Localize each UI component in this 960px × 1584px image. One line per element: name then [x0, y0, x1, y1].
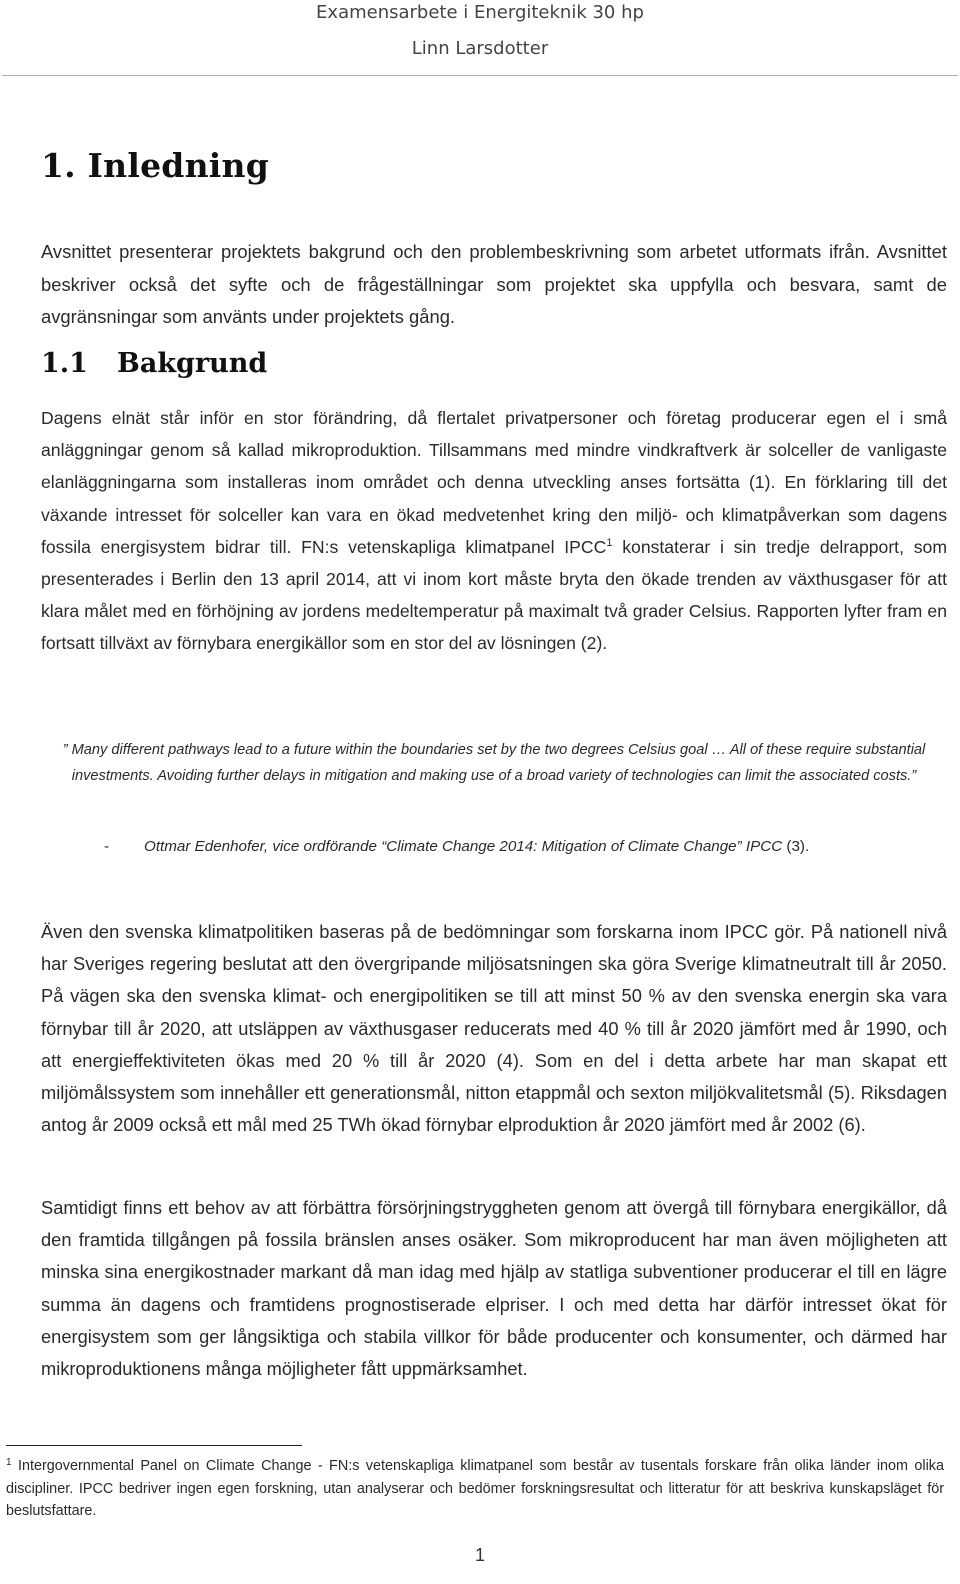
section-heading	[41, 348, 267, 379]
footnote-marker: 1	[6, 1457, 12, 1468]
section-number: 1.1	[41, 348, 88, 379]
header-rule	[2, 75, 958, 76]
quote-attribution	[104, 838, 809, 855]
background-paragraph-2: Även den svenska klimatpolitiken baseras på de bedömningar som forskarna inom IPCC gör. På nationell nivå har Sveriges regering beslutat att den övergripande miljösatsningen ska göra Sverige klimatneutralt till år 2050. På vägen ska den svenska klimat- och energipolitiken se till att minst 50 % av den svenska energin ska vara förnybar till år 2020, att utsläppen av växthusgaser reducerats med 40 % till år 2020 jämfört med år 1990, och att energieffektiviteten ökas med 20 % till år 2020 (4). Som en del i detta arbete har man skapat ett miljömålssystem som innehåller ett generationsmål, nitton etappmål och sexton miljökvalitetsmål (5). Riksdagen antog år 2009 också ett mål med 25 TWh ökad förnybar elproduktion år 2020 jämfört med år 2002 (6).	[41, 921, 947, 1136]
footnote	[6, 1455, 944, 1523]
page-number: 1	[474, 1545, 485, 1565]
chapter-intro-paragraph: Avsnittet presenterar projektets bakgrund och den problembeskrivning som arbetet utformats ifrån. Avsnittet beskriver också det syfte och de frågeställningar som projektet ska uppfylla och besvara, samt de avgränsningar som använts under projektets gång.	[41, 241, 947, 327]
section-title: Bakgrund	[117, 348, 268, 379]
footnote-text: Intergovernmental Panel on Climate Change - FN:s vetenskapliga klimatpanel som består av tusentals forskare från olika länder inom olika discipliner. IPCC bedriver ingen egen forskning, utan analyserar och bedömer forskningsresultat och litteratur för att beskriva kunskapsläget för beslutsfattare.	[6, 1458, 944, 1519]
footnote-reference[interactable]: 1	[606, 536, 613, 549]
attribution-dash: -	[104, 838, 110, 855]
chapter-heading: 1. Inledning	[41, 146, 269, 185]
paragraph-text: Dagens elnät står inför en stor förändring, då flertalet privatpersoner och företag producerar egen el i små anläggningar genom så kallad mikroproduktion. Tillsammans med mindre vindkraftverk är solceller de vanligaste elanläggningarna som installeras inom området och denna utveckling anses fortsätta (1). En förklaring till det växande intresset för solceller kan vara en ökad medvetenhet kring den miljö- och klimatpåverkan som dagens fossila energisystem bidrar till. FN:s vetenskapliga klimatpanel IPCC	[41, 408, 947, 557]
block-quote: ” Many different pathways lead to a future within the boundaries set by the two degrees Celsius goal … All of these require substantial investments. Avoiding further delays in mitigation and making use of a broad variety of technologies can limit the associated costs.”	[62, 742, 926, 784]
paragraph-text: konstaterar i sin tredje delrapport, som presenterades i Berlin den 13 april 2014, att vi inom kort måste bryta den ökade trenden av växthusgaser för att klara målet med en förhöjning av jordens medeltemperatur på maximalt två grader Celsius. Rapporten lyfter fram en fortsatt tillväxt av förnybara energikällor som en stor del av lösningen (2).	[41, 536, 947, 654]
attribution-text: Ottmar Edenhofer, vice ordförande “Climate Change 2014: Mitigation of Climate Change” IPCC	[144, 838, 783, 855]
running-header-title: Examensarbete i Energiteknik 30 hp	[316, 2, 644, 23]
background-paragraph-3: Samtidigt finns ett behov av att förbättra försörjningstryggheten genom att övergå till förnybara energikällor, då den framtida tillgången på fossila bränslen anses osäker. Som mikroproducent har man även möjligheten att minska sina energikostnader markant då man idag med hjälp av statliga subventioner producerar el till en lägre summa än dagens och framtidens prognostiserade elpriser. I och med detta har därför intresset ökat för energisystem som ger långsiktiga och stabila villkor för både producenter och konsumenter, och därmed har mikroproduktionens många möjligheter fått uppmärksamhet.	[41, 1197, 947, 1380]
background-paragraph-1	[41, 402, 947, 660]
running-header-author: Linn Larsdotter	[411, 38, 549, 59]
footnote-separator	[6, 1445, 302, 1446]
attribution-reference: (3).	[782, 838, 810, 855]
